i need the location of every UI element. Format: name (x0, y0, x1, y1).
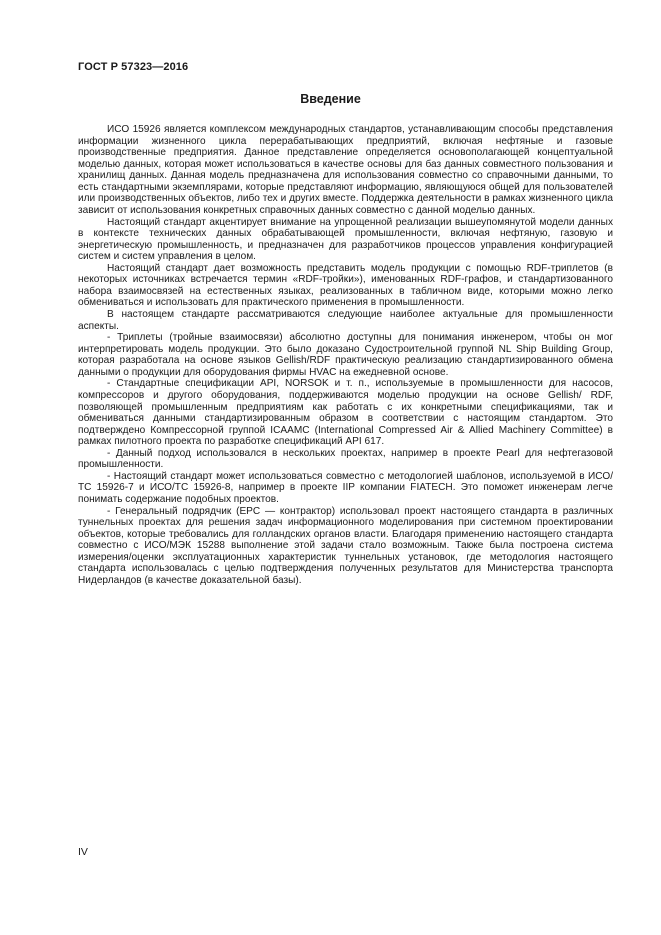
list-item-epc-contractor: - Генеральный подрядчик (EPC — контрактор) использовал проект настоящего стандарта в различных туннельных проектах для решения задач информационного моделирования при системном проектировании объектов, которые требовались для голландских органов власти. Благодаря применению настоящего стандарта совместно с ИСО/МЭК 15288 выполнение этой задачи стало возможным. Также была построена система измерения/оценки эксплуатационных характеристик туннельных установок, где методология настоящего стандарта использовалась с целью подтверждения полученных результатов для Министерства транспорта Нидерландов (в качестве доказательной базы). (78, 505, 613, 586)
page-number: IV (78, 846, 88, 858)
paragraph-iso-15926: ИСО 15926 является комплексом международных стандартов, устанавливающим способы представления информации жизненного цикла перерабатывающих предприятий, включая нефтяные и газовые производственные предприятия. Данное представление определяется основополагающей концептуальной моделью данных, которая может использоваться в качестве основы для баз данных совместного пользования и хранилищ данных. Данная модель предназначена для использования совместно со справочными данными, то есть стандартными экземплярами, которые представляют информацию, являющуюся общей для пользователей или производственных объектов, либо тех и других вместе. Поддержка деятельности в рамках жизненного цикла зависит от использования конкретных справочных данных совместно с данной моделью данных. (78, 124, 613, 216)
list-item-specifications: - Стандартные спецификации API, NORSOK и т. п., используемые в промышленности для насосов, компрессоров и другого оборудования, поддерживаются моделью продукции на основе Gellish/ RDF, позволяющей промышленным предприятиям как работать с их конкретными спецификациями, так и обмениваться данными стандартизированным образом в соответствии с настоящим стандартом. Это подтверждено Компрессорной группой ICAAMC (International Compressed Air & Allied Machinery Committee) в рамках пилотного проекта по разработке спецификаций API 617. (78, 378, 613, 448)
list-item-templates: - Настоящий стандарт может использоваться совместно с методологией шаблонов, используемой в ИСО/ТС 15926-7 и ИСО/ТС 15926-8, например в проекте IIP компании FIATECH. Это поможет инженерам легче понимать содержание подобных проектов. (78, 470, 613, 505)
section-title: Введение (300, 92, 361, 106)
paragraph-rdf-triplets: Настоящий стандарт дает возможность представить модель продукции с помощью RDF-триплетов (в некоторых источниках встречается термин «RDF-тройки»), именованных RDF-графов, и стандартизованного набора взаимосвязей на естественных языках, реализованных в табличном виде, которыми можно легко обмениваться и использовать для практического применения в промышленности. (78, 262, 613, 309)
introduction-body (78, 124, 613, 587)
document-standard-id: ГОСТ Р 57323—2016 (78, 61, 189, 73)
paragraph-aspects-intro: В настоящем стандарте рассматриваются следующие наиболее актуальные для промышленности аспекты. (78, 309, 613, 332)
paragraph-standard-focus: Настоящий стандарт акцентирует внимание на упрощенной реализации вышеупомянутой модели данных в контексте технических данных обрабатывающей промышленности, включая нефтяную, газовую и энергетическую промышленность, и предназначен для разработчиков процессов управления конфигурацией систем и систем управления в целом. (78, 216, 613, 263)
list-item-pearl-project: - Данный подход использовался в нескольких проектах, например в проекте Pearl для нефтегазовой промышленности. (78, 447, 613, 471)
list-item-triplets: - Триплеты (тройные взаимосвязи) абсолютно доступны для понимания инженером, чтобы он мог интерпретировать модель продукции. Это было доказано Судостроительной группой NL Ship Building Group, которая разработала на основе языков Gellish/RDF практическую реализацию стандартизированного обмена данными о продукции для оборудования фирмы HVAC на ежедневной основе. (78, 332, 613, 378)
